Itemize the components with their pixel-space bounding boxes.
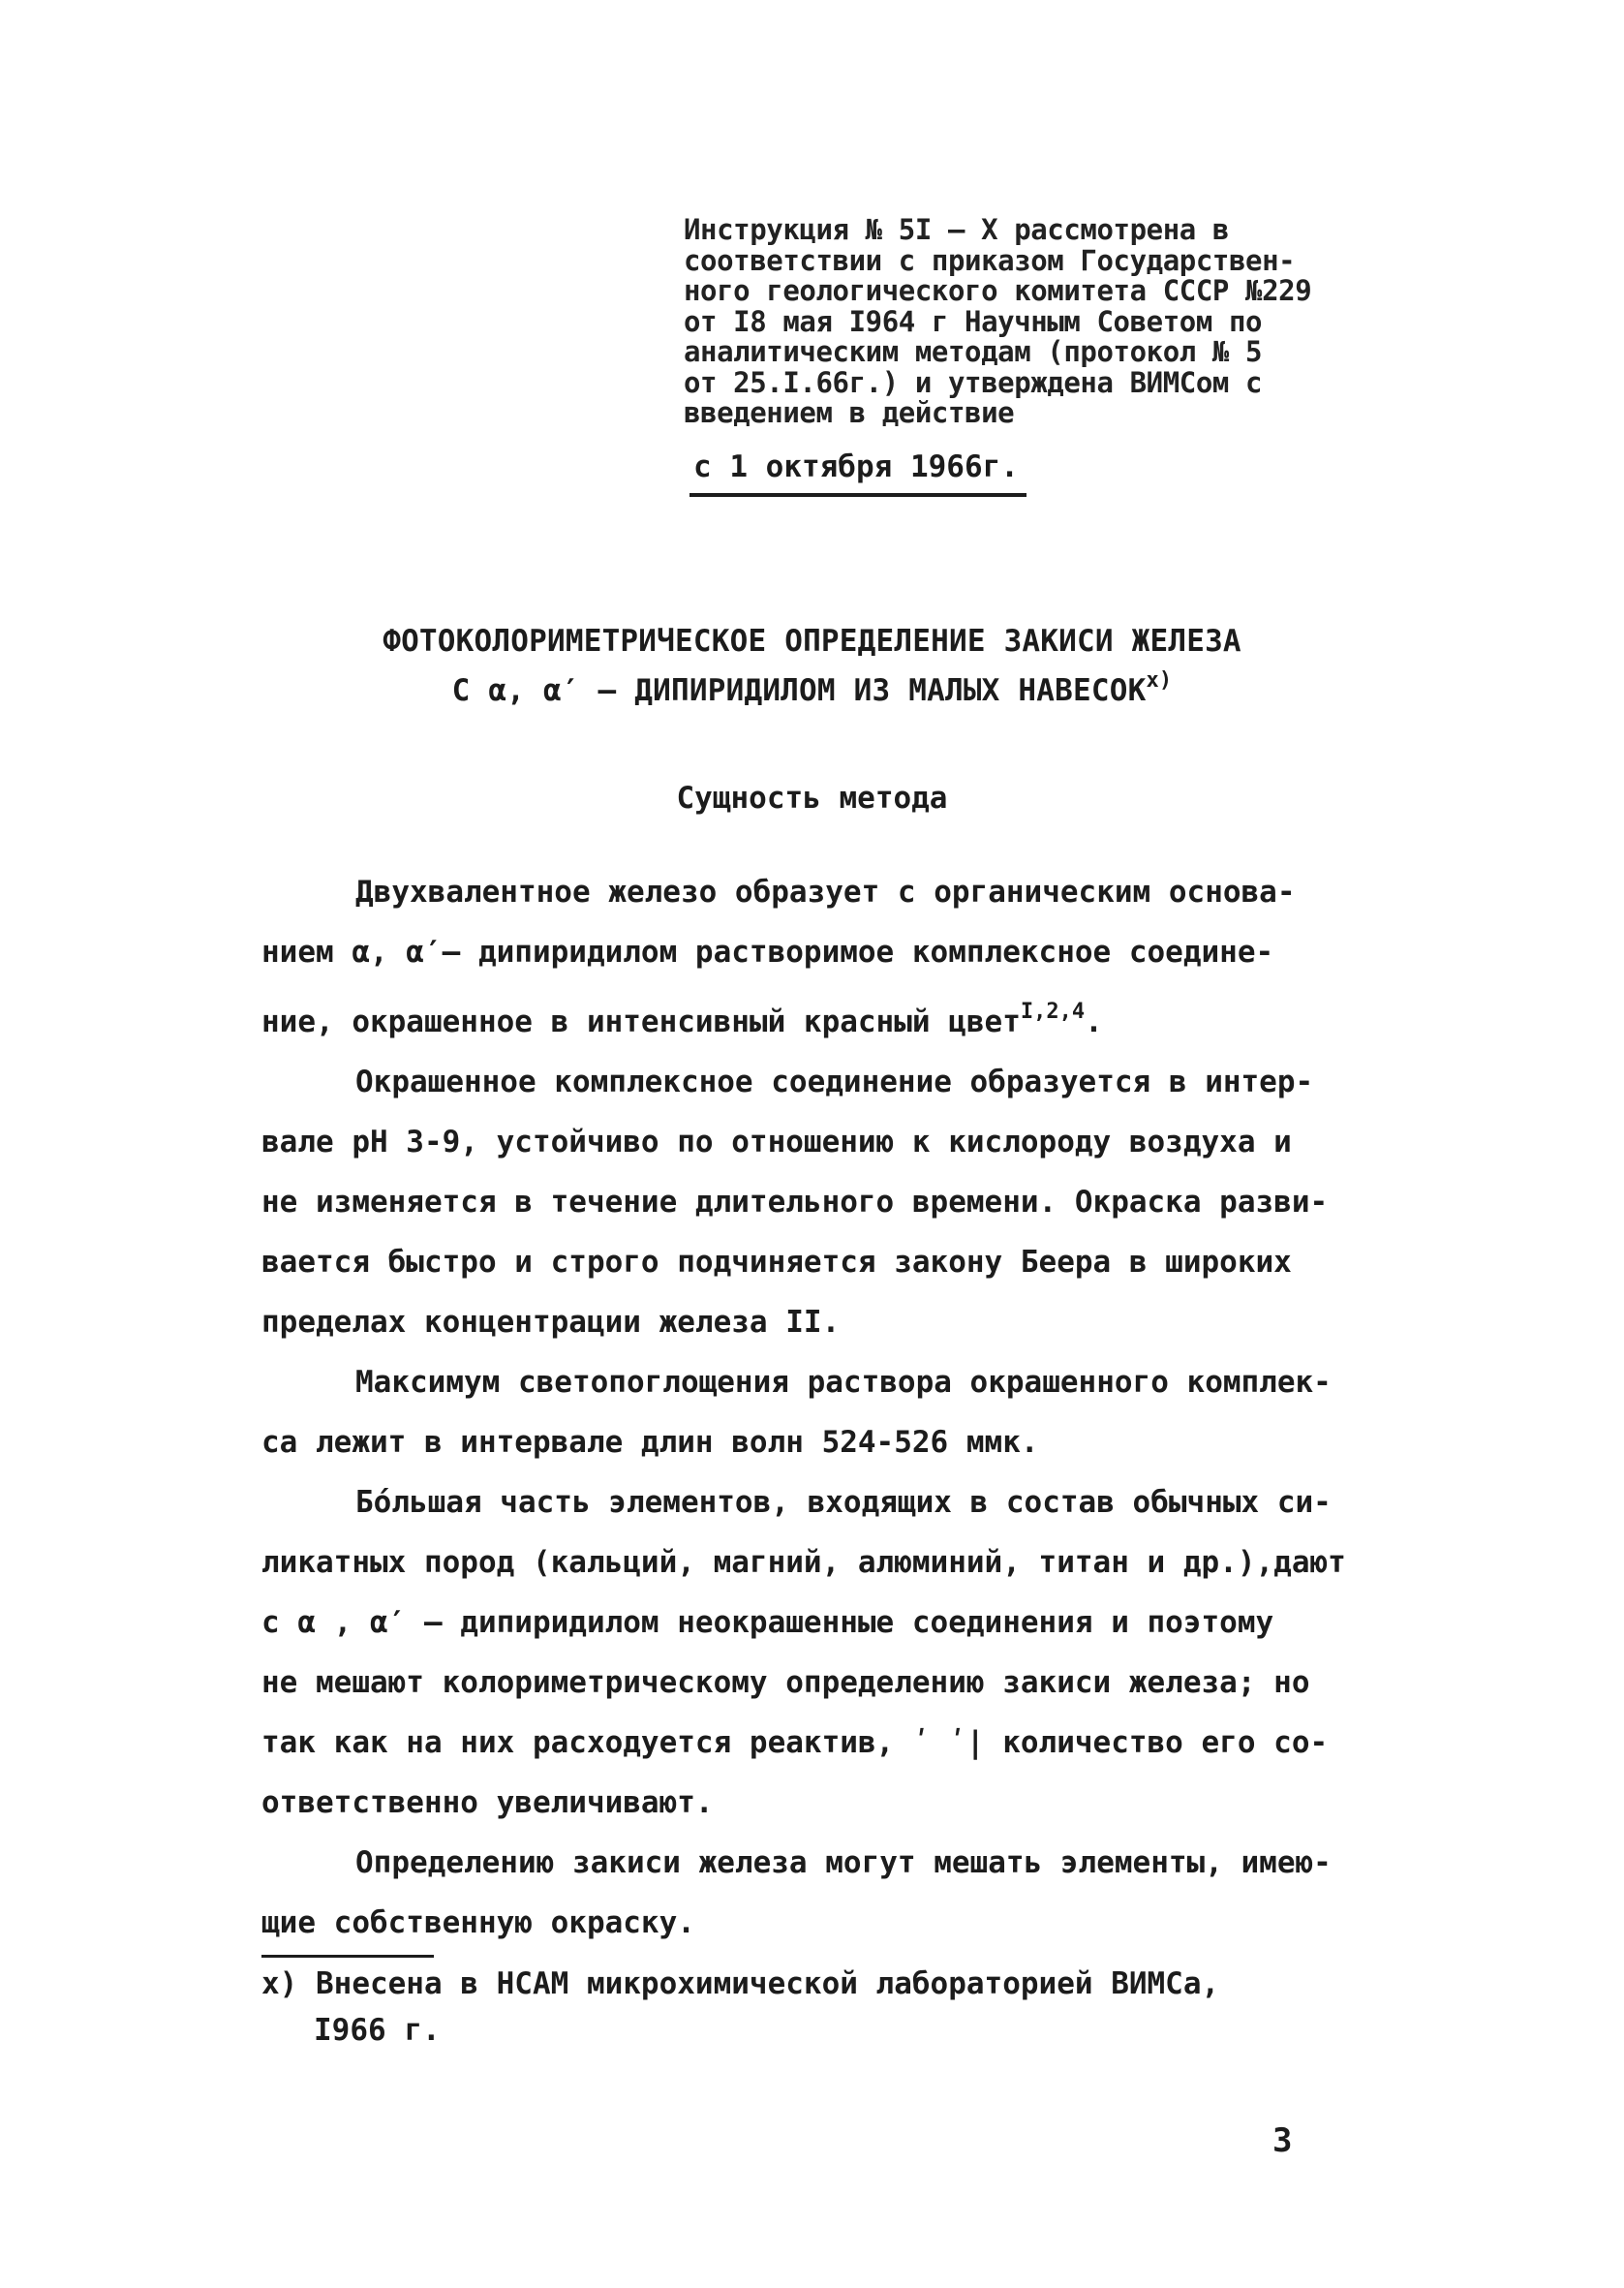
body-line: вале pH 3-9, устойчиво по отношению к кислороду воздуха и [261,1125,1292,1159]
title-footnote-mark: x) [1146,668,1173,693]
footnote [261,1961,1219,2054]
body-line: с α , α′ – дипиридилом неокрашенные соединения и поэтому [261,1605,1274,1640]
body-line: Двухвалентное железо образует с органическим основа- [355,875,1296,910]
footnote-separator [261,1955,434,1958]
body-line-tail: . [1085,1005,1103,1039]
effective-date-underline [689,493,1026,497]
body-text [261,862,1346,1953]
body-line: Максимум светопоглощения раствора окрашенного комплек- [355,1365,1332,1400]
body-line: так как на них расходуется реактив, ʹ ʹ| количество его со- [261,1725,1329,1760]
effective-date: с 1 октября 1966г. [693,449,1019,484]
approval-line: Инструкция № 5I – X рассмотрена в [684,213,1229,246]
body-line-text: ние, окрашенное в интенсивный красный цвет [261,1005,1021,1039]
approval-line: аналитическим методам (протокол № 5 [684,335,1263,368]
body-line: вается быстро и строго подчиняется закону Беера в широких [261,1245,1292,1280]
approval-line: от I8 мая I964 г Научным Советом по [684,304,1263,338]
body-line: щие собственную окраску. [261,1905,695,1940]
page-number: 3 [1272,2121,1293,2160]
document-title-line-2 [0,668,1624,708]
body-line: ответственно увеличивают. [261,1785,714,1820]
body-line: са лежит в интервале длин волн 524-526 ммк. [261,1425,1039,1460]
section-heading: Сущность метода [676,781,948,816]
body-line: не изменяется в течение длительного времени. Окраска разви- [261,1185,1329,1220]
body-line: не мешают колориметрическому определению закиси железа; но [261,1665,1310,1700]
title-text: С α, α′ – ДИПИРИДИЛОМ ИЗ МАЛЫХ НАВЕСОК [451,673,1147,708]
approval-line: соответствии с приказом Государствен- [684,243,1296,277]
body-line: нием α, α′– дипиридилом растворимое комплексное соедине- [261,935,1274,970]
approval-line: ного геологического комитета СССР №229 [684,274,1312,307]
approval-line: введением в действие [684,396,1015,429]
body-line: Бóльшая часть элементов, входящих в состав обычных си- [355,1485,1332,1520]
footnote-line: I966 г. [314,2013,441,2048]
body-line [261,982,1346,1052]
footnote-line: x) Внесена в НСАМ микрохимической лабораторией ВИМСа, [261,1966,1220,2001]
reference-superscript: I,2,4 [1020,1000,1086,1024]
body-line: Окрашенное комплексное соединение образуется в интер- [355,1065,1314,1099]
body-line: пределах концентрации железа II. [261,1305,841,1340]
body-line: Определению закиси железа могут мешать элементы, имею- [355,1845,1332,1880]
document-title-line-1: ФОТОКОЛОРИМЕТРИЧЕСКОЕ ОПРЕДЕЛЕНИЕ ЗАКИСИ ЖЕЛЕЗА [383,624,1241,659]
approval-line: от 25.I.66г.) и утверждена ВИМСом с [684,365,1263,399]
approval-note [684,215,1420,429]
body-line: ликатных пород (кальций, магний, алюминий, титан и др.),дают [261,1545,1346,1580]
